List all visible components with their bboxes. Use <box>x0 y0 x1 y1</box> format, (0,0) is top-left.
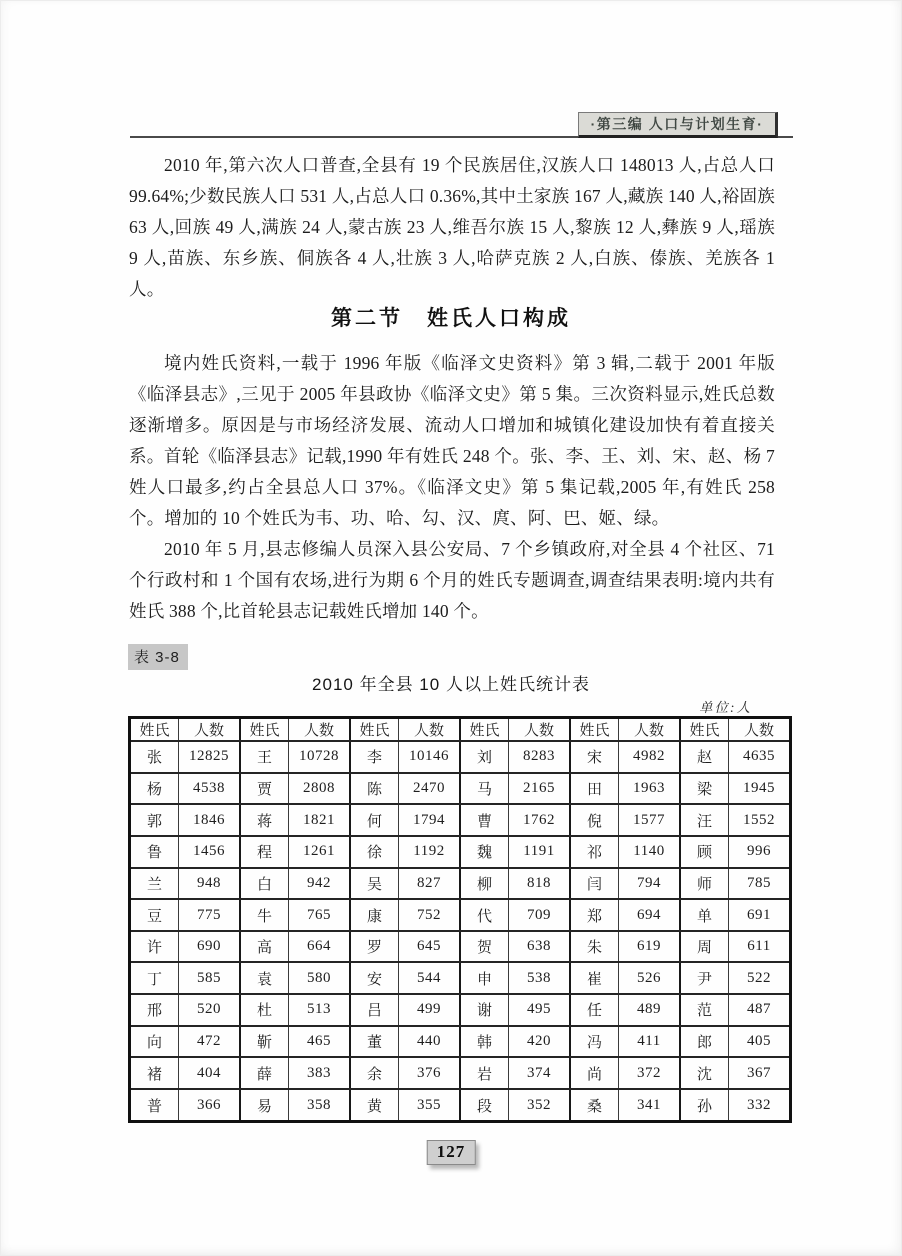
count-column-header: 人数 <box>179 718 241 742</box>
count-cell: 1762 <box>509 804 571 836</box>
surname-cell: 宋 <box>570 741 619 773</box>
surname-cell: 靳 <box>240 1026 289 1058</box>
count-cell: 948 <box>179 868 241 900</box>
surname-cell: 黄 <box>350 1089 399 1121</box>
surname-cell: 韩 <box>460 1026 509 1058</box>
count-cell: 420 <box>509 1026 571 1058</box>
count-cell: 472 <box>179 1026 241 1058</box>
surname-cell: 豆 <box>130 899 179 931</box>
surname-statistics-table <box>128 716 792 1123</box>
count-cell: 1192 <box>399 836 461 868</box>
count-cell: 1577 <box>619 804 681 836</box>
count-cell: 1963 <box>619 773 681 805</box>
surname-cell: 康 <box>350 899 399 931</box>
surname-column-header: 姓氏 <box>240 718 289 742</box>
count-cell: 996 <box>729 836 791 868</box>
surname-cell: 冯 <box>570 1026 619 1058</box>
count-cell: 752 <box>399 899 461 931</box>
surname-cell: 代 <box>460 899 509 931</box>
surname-column-header: 姓氏 <box>130 718 179 742</box>
count-cell: 440 <box>399 1026 461 1058</box>
surname-cell: 申 <box>460 962 509 994</box>
count-cell: 332 <box>729 1089 791 1121</box>
surname-cell: 岩 <box>460 1057 509 1089</box>
count-cell: 544 <box>399 962 461 994</box>
surname-cell: 贺 <box>460 931 509 963</box>
surname-cell: 吕 <box>350 994 399 1026</box>
count-cell: 489 <box>619 994 681 1026</box>
count-cell: 1261 <box>289 836 351 868</box>
count-cell: 775 <box>179 899 241 931</box>
count-cell: 465 <box>289 1026 351 1058</box>
surname-cell: 郑 <box>570 899 619 931</box>
table-row <box>130 1057 791 1089</box>
surname-cell: 杜 <box>240 994 289 1026</box>
surname-cell: 周 <box>680 931 729 963</box>
count-cell: 383 <box>289 1057 351 1089</box>
count-cell: 691 <box>729 899 791 931</box>
surname-cell: 白 <box>240 868 289 900</box>
table-row <box>130 994 791 1026</box>
surname-cell: 范 <box>680 994 729 1026</box>
surname-cell: 田 <box>570 773 619 805</box>
count-cell: 818 <box>509 868 571 900</box>
surname-cell: 罗 <box>350 931 399 963</box>
count-cell: 785 <box>729 868 791 900</box>
surname-column-header: 姓氏 <box>460 718 509 742</box>
surname-cell: 王 <box>240 741 289 773</box>
table-row <box>130 836 791 868</box>
surname-cell: 蒋 <box>240 804 289 836</box>
surname-cell: 余 <box>350 1057 399 1089</box>
count-cell: 487 <box>729 994 791 1026</box>
surname-cell: 程 <box>240 836 289 868</box>
count-cell: 526 <box>619 962 681 994</box>
count-cell: 538 <box>509 962 571 994</box>
count-cell: 1794 <box>399 804 461 836</box>
count-cell: 580 <box>289 962 351 994</box>
count-cell: 1191 <box>509 836 571 868</box>
table-header-row <box>130 718 791 742</box>
count-cell: 10146 <box>399 741 461 773</box>
count-cell: 585 <box>179 962 241 994</box>
count-cell: 694 <box>619 899 681 931</box>
surname-cell: 桑 <box>570 1089 619 1121</box>
surname-cell: 鲁 <box>130 836 179 868</box>
surname-cell: 任 <box>570 994 619 1026</box>
surname-column-header: 姓氏 <box>680 718 729 742</box>
surname-cell: 何 <box>350 804 399 836</box>
count-cell: 942 <box>289 868 351 900</box>
surname-cell: 牛 <box>240 899 289 931</box>
count-cell: 645 <box>399 931 461 963</box>
surname-cell: 李 <box>350 741 399 773</box>
surname-cell: 张 <box>130 741 179 773</box>
surname-cell: 闫 <box>570 868 619 900</box>
surname-cell: 曹 <box>460 804 509 836</box>
table-row <box>130 931 791 963</box>
surname-column-header: 姓氏 <box>350 718 399 742</box>
paragraph-surname-sources: 境内姓氏资料,一载于 1996 年版《临泽文史资料》第 3 辑,二载于 2001 年版《临泽县志》,三见于 2005 年县政协《临泽文史》第 5 集。三次资料显示,姓氏总数逐渐增多。原因是与市场经济发展、流动人口增加和城镇化建设加快有着直接关系。 <box>129 353 775 466</box>
table-row <box>130 804 791 836</box>
count-cell: 1456 <box>179 836 241 868</box>
count-cell: 513 <box>289 994 351 1026</box>
surname-cell: 易 <box>240 1089 289 1121</box>
surname-cell: 段 <box>460 1089 509 1121</box>
surname-cell: 赵 <box>680 741 729 773</box>
count-cell: 794 <box>619 868 681 900</box>
count-cell: 1945 <box>729 773 791 805</box>
count-column-header: 人数 <box>729 718 791 742</box>
surname-cell: 汪 <box>680 804 729 836</box>
surname-cell: 单 <box>680 899 729 931</box>
count-cell: 4635 <box>729 741 791 773</box>
section-title: 第二节 姓氏人口构成 <box>331 307 571 330</box>
count-cell: 1140 <box>619 836 681 868</box>
paragraph-surname-survey: 2010 年 5 月,县志修编人员深入县公安局、7 个乡镇政府,对全县 4 个社区、71 个行政村和 1 个国有农场,进行为期 6 个月的姓氏专题调查,调查结果表明:境内共有姓氏 388 个,比首轮县志记载姓氏增加 140 个。 <box>129 539 775 621</box>
count-cell: 2470 <box>399 773 461 805</box>
surname-cell: 陈 <box>350 773 399 805</box>
surname-cell: 邢 <box>130 994 179 1026</box>
table-label: 表 3-8 <box>128 644 188 670</box>
count-cell: 366 <box>179 1089 241 1121</box>
count-cell: 520 <box>179 994 241 1026</box>
surname-cell: 郭 <box>130 804 179 836</box>
page-number: 127 <box>427 1140 476 1165</box>
paragraph-surname-records: 首轮《临泽县志》记载,1990 年有姓氏 248 个。张、李、王、刘、宋、赵、杨 7 姓人口最多,约占全县总人口 37%。《临泽文史》第 5 集记载,2005 年,有姓氏 258 个。增加的 10 个姓氏为韦、功、哈、勾、汉、庹、阿、巴、姬、绿。 <box>129 446 775 528</box>
surname-cell: 薛 <box>240 1057 289 1089</box>
paragraph-census-2010: 2010 年,第六次人口普查,全县有 19 个民族居住,汉族人口 148013 人,占总人口 99.64%;少数民族人口 531 人,占总人口 0.36%,其中土家族 167 人,藏族 140 人,裕固族 63 人,回族 49 人,满族 24 人,蒙古族 23 人,维吾尔族 15 人,黎族 12 人,彝族 9 人,瑶族 9 人,苗族、东乡族、侗族各 4 人,壮族 3 人,哈萨克族 2 人,白族、傣族、羌族各 1 人。 <box>129 155 775 299</box>
table-row <box>130 1089 791 1121</box>
surname-cell: 普 <box>130 1089 179 1121</box>
count-cell: 4982 <box>619 741 681 773</box>
count-cell: 355 <box>399 1089 461 1121</box>
table-row <box>130 741 791 773</box>
count-cell: 495 <box>509 994 571 1026</box>
surname-cell: 孙 <box>680 1089 729 1121</box>
surname-cell: 兰 <box>130 868 179 900</box>
surname-cell: 杨 <box>130 773 179 805</box>
table-row <box>130 962 791 994</box>
count-cell: 367 <box>729 1057 791 1089</box>
surname-cell: 梁 <box>680 773 729 805</box>
count-cell: 374 <box>509 1057 571 1089</box>
count-column-header: 人数 <box>619 718 681 742</box>
surname-cell: 高 <box>240 931 289 963</box>
table-row <box>130 868 791 900</box>
count-column-header: 人数 <box>399 718 461 742</box>
count-cell: 376 <box>399 1057 461 1089</box>
count-cell: 1552 <box>729 804 791 836</box>
count-cell: 1846 <box>179 804 241 836</box>
count-cell: 709 <box>509 899 571 931</box>
count-cell: 405 <box>729 1026 791 1058</box>
count-cell: 8283 <box>509 741 571 773</box>
table-row <box>130 1026 791 1058</box>
table-unit-note: 单位:人 <box>699 700 752 715</box>
count-cell: 638 <box>509 931 571 963</box>
surname-cell: 崔 <box>570 962 619 994</box>
count-cell: 372 <box>619 1057 681 1089</box>
surname-cell: 朱 <box>570 931 619 963</box>
count-cell: 522 <box>729 962 791 994</box>
count-cell: 690 <box>179 931 241 963</box>
surname-cell: 沈 <box>680 1057 729 1089</box>
count-cell: 341 <box>619 1089 681 1121</box>
surname-cell: 倪 <box>570 804 619 836</box>
surname-cell: 马 <box>460 773 509 805</box>
count-cell: 411 <box>619 1026 681 1058</box>
count-cell: 1821 <box>289 804 351 836</box>
table-row <box>130 899 791 931</box>
surname-cell: 顾 <box>680 836 729 868</box>
surname-cell: 丁 <box>130 962 179 994</box>
surname-cell: 刘 <box>460 741 509 773</box>
count-cell: 2165 <box>509 773 571 805</box>
surname-cell: 郎 <box>680 1026 729 1058</box>
count-cell: 499 <box>399 994 461 1026</box>
surname-cell: 贾 <box>240 773 289 805</box>
surname-cell: 向 <box>130 1026 179 1058</box>
count-cell: 352 <box>509 1089 571 1121</box>
count-cell: 12825 <box>179 741 241 773</box>
count-cell: 358 <box>289 1089 351 1121</box>
surname-cell: 董 <box>350 1026 399 1058</box>
count-column-header: 人数 <box>289 718 351 742</box>
surname-cell: 谢 <box>460 994 509 1026</box>
surname-cell: 徐 <box>350 836 399 868</box>
count-cell: 664 <box>289 931 351 963</box>
chapter-header-badge: ·第三编 人口与计划生育· <box>578 112 778 138</box>
count-cell: 10728 <box>289 741 351 773</box>
surname-cell: 许 <box>130 931 179 963</box>
count-column-header: 人数 <box>509 718 571 742</box>
count-cell: 765 <box>289 899 351 931</box>
surname-cell: 魏 <box>460 836 509 868</box>
count-cell: 404 <box>179 1057 241 1089</box>
count-cell: 4538 <box>179 773 241 805</box>
surname-cell: 吴 <box>350 868 399 900</box>
surname-cell: 安 <box>350 962 399 994</box>
surname-cell: 柳 <box>460 868 509 900</box>
count-cell: 827 <box>399 868 461 900</box>
surname-cell: 尚 <box>570 1057 619 1089</box>
surname-cell: 褚 <box>130 1057 179 1089</box>
count-cell: 619 <box>619 931 681 963</box>
table-body <box>130 741 791 1122</box>
surname-cell: 袁 <box>240 962 289 994</box>
table-row <box>130 773 791 805</box>
surname-cell: 尹 <box>680 962 729 994</box>
surname-cell: 祁 <box>570 836 619 868</box>
count-cell: 611 <box>729 931 791 963</box>
surname-cell: 师 <box>680 868 729 900</box>
count-cell: 2808 <box>289 773 351 805</box>
surname-column-header: 姓氏 <box>570 718 619 742</box>
table-title: 2010 年全县 10 人以上姓氏统计表 <box>312 675 590 694</box>
